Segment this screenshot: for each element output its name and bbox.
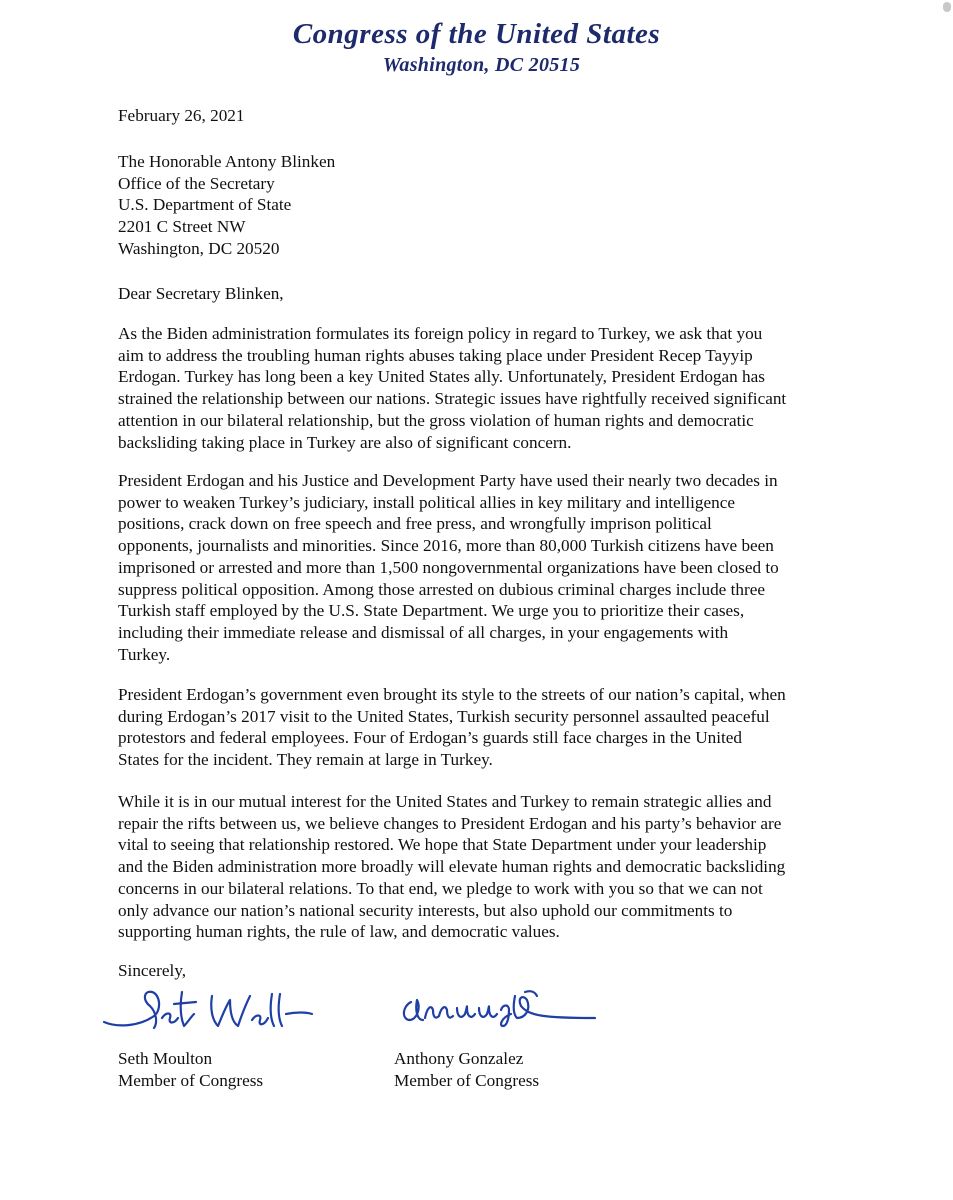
recipient-address (118, 151, 838, 260)
text-line: supporting human rights, the rule of law, and democratic values. (118, 922, 560, 942)
text-line: including their immediate release and dismissal of all charges, in your engagements with (118, 622, 729, 642)
letterhead-subtitle: Washington, DC 20515 (382, 54, 581, 76)
closing: Sincerely, (118, 961, 187, 980)
signer-name: Anthony Gonzalez (394, 1049, 524, 1068)
text-line: concerns in our bilateral relations. To that end, we pledge to work with you so that we can not (118, 878, 763, 898)
text-line: imprisoned or arrested and more than 1,500 nongovernmental organizations have been closed to (118, 557, 779, 577)
text-line: President Erdogan’s government even brought its style to the streets of our nation’s capital, when (118, 685, 786, 704)
text-line: power to weaken Turkey’s judiciary, install political allies in key military and intelligence (118, 492, 736, 512)
letter-date: February 26, 2021 (118, 106, 245, 125)
address-line: Office of the Secretary (118, 173, 275, 193)
text-line: strained the relationship between our nations. Strategic issues have rightfully received significant (118, 389, 787, 409)
text-line: attention in our bilateral relationship, but the gross violation of human rights and democratic (118, 410, 754, 430)
paragraph-4 (118, 791, 838, 943)
text-line: suppress political opposition. Among those arrested on dubious criminal charges include three (118, 579, 765, 599)
text-line: Turkey. (118, 644, 171, 664)
text-line: protestors and federal employees. Four of Erdogan’s guards still face charges in the United (118, 728, 742, 748)
text-line: only advance our nation’s national security interests, but also uphold our commitments to (118, 900, 733, 920)
paragraph-2 (118, 470, 838, 665)
address-line: Washington, DC 20520 (118, 238, 280, 258)
text-line: and the Biden administration more broadly will elevate human rights and democratic backsliding (118, 857, 786, 877)
text-line: While it is in our mutual interest for the United States and Turkey to remain strategic allies and (118, 792, 772, 811)
text-line: vital to seeing that relationship restored. We hope that State Department under your leadership (118, 835, 767, 855)
text-line: President Erdogan and his Justice and Development Party have used their nearly two decades in (118, 471, 778, 490)
signer-name: Seth Moulton (118, 1049, 213, 1068)
address-line: The Honorable Antony Blinken (118, 152, 336, 171)
text-line: Erdogan. Turkey has long been a key United States ally. Unfortunately, President Erdogan has (118, 367, 765, 387)
paragraph-1 (118, 323, 838, 453)
address-line: 2201 C Street NW (118, 217, 246, 237)
text-line: Turkish staff employed by the U.S. State Department. We urge you to prioritize their cases, (118, 601, 745, 621)
text-line: States for the incident. They remain at large in Turkey. (118, 750, 493, 770)
text-line: aim to address the troubling human rights abuses taking place under President Recep Tayyip (118, 345, 753, 365)
text-line: repair the rifts between us, we believe changes to President Erdogan and his party’s behavior are (118, 813, 782, 833)
paragraph-3 (118, 684, 838, 771)
scrollbar-thumb[interactable] (943, 2, 951, 12)
signer-moulton (118, 1048, 263, 1091)
text-line: As the Biden administration formulates its foreign policy in regard to Turkey, we ask that you (118, 324, 763, 343)
signature-gonzalez (395, 978, 600, 1028)
text-line: opponents, journalists and minorities. Since 2016, more than 80,000 Turkish citizens have been (118, 536, 774, 556)
signature-moulton (100, 982, 315, 1040)
letterhead-title: Congress of the United States (292, 18, 661, 50)
text-line: backsliding taking place in Turkey are also of significant concern. (118, 432, 572, 452)
text-line: positions, crack down on free speech and free press, and wrongfully imprison political (118, 514, 712, 534)
signer-gonzalez (394, 1048, 539, 1091)
text-line: during Erdogan’s 2017 visit to the United States, Turkish security personnel assaulted peaceful (118, 706, 770, 726)
salutation: Dear Secretary Blinken, (118, 284, 284, 303)
signer-title: Member of Congress (394, 1070, 540, 1090)
address-line: U.S. Department of State (118, 195, 292, 215)
signer-title: Member of Congress (118, 1070, 264, 1090)
